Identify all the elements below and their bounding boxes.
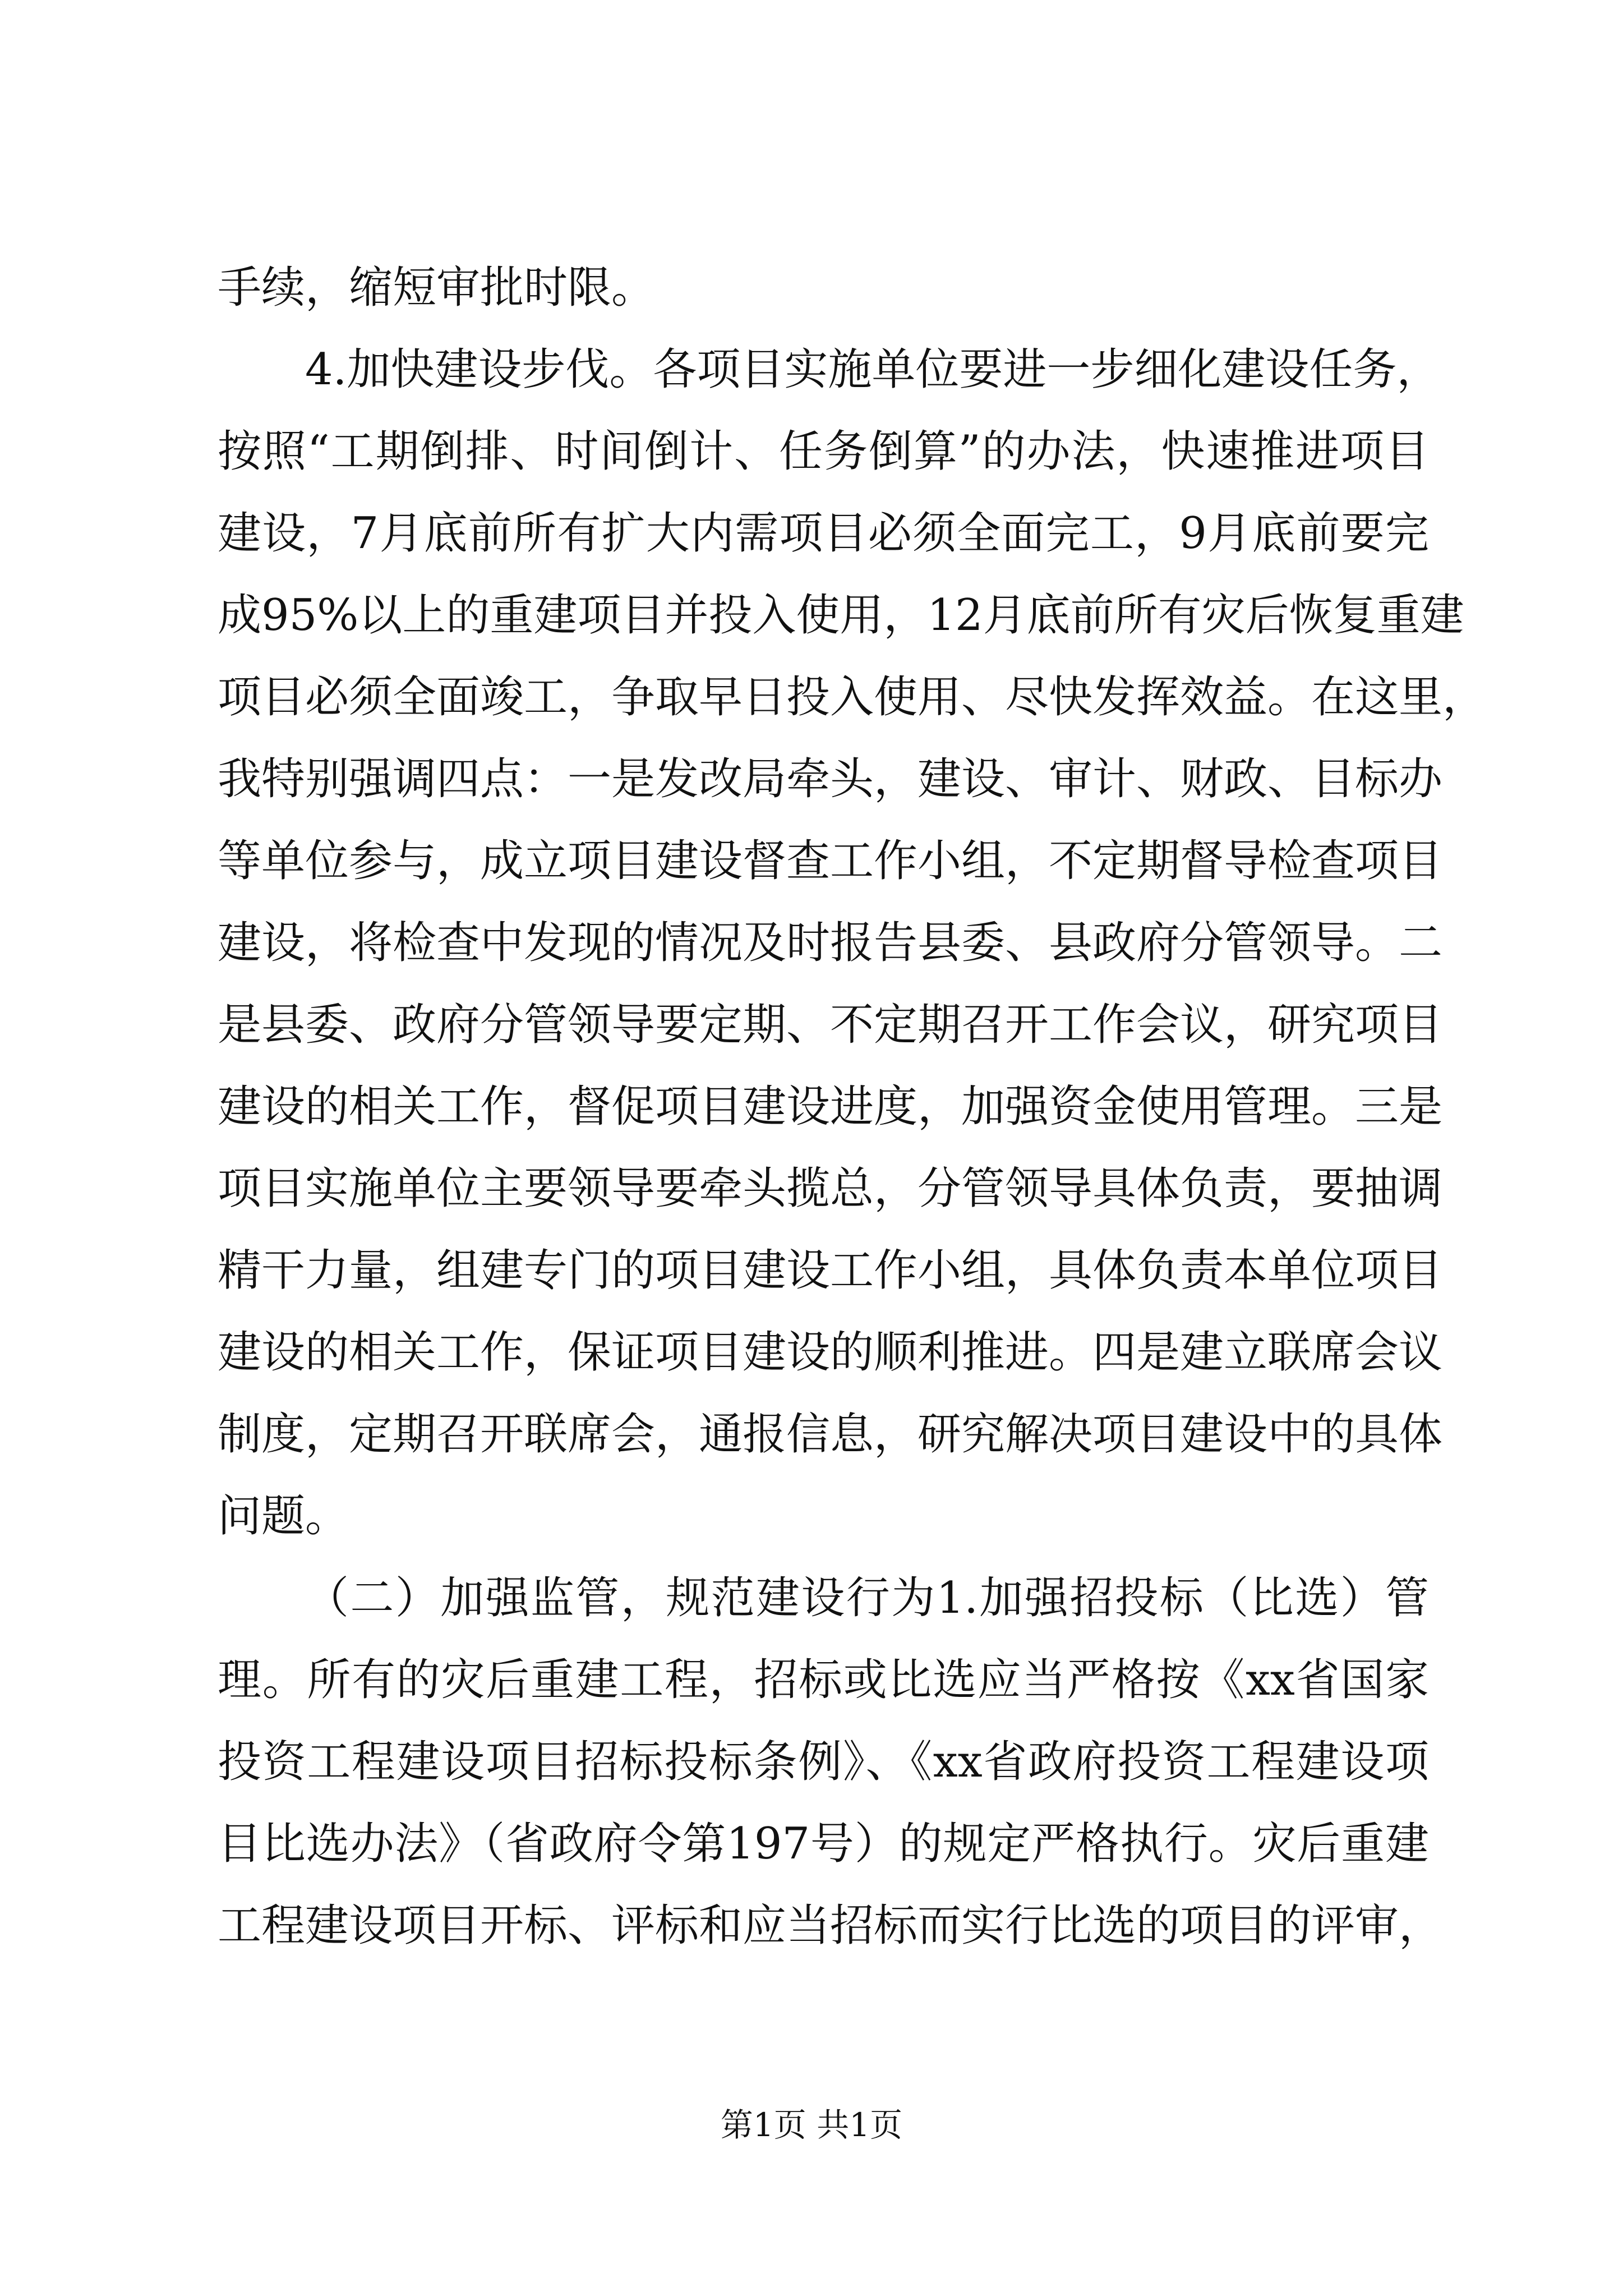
- text-line: 建设，将检查中发现的情况及时报告县委、县政府分管领导。二: [218, 918, 1443, 968]
- text-line: 4.加快建设步伐。各项目实施单位要进一步细化建设任务，: [305, 344, 1441, 395]
- text-line: 建设的相关工作，督促项目建设进度，加强资金使用管理。三是: [218, 1082, 1443, 1132]
- text-line: 目比选办法》（省政府令第197号）的规定严格执行。灾后重建: [218, 1819, 1429, 1869]
- text-line: 建设的相关工作，保证项目建设的顺利推进。四是建立联席会议: [218, 1327, 1443, 1378]
- text-line: 我特别强调四点：一是发改局牵头，建设、审计、财政、目标办: [218, 754, 1443, 804]
- text-line: 投资工程建设项目招标投标条例》、《xx省政府投资工程建设项: [218, 1737, 1429, 1787]
- text-line: 是县委、政府分管领导要定期、不定期召开工作会议，研究项目: [218, 1000, 1443, 1050]
- text-line: （二）加强监管，规范建设行为1.加强招投标（比选）管: [305, 1573, 1429, 1623]
- text-line: 等单位参与，成立项目建设督查工作小组，不定期督导检查项目: [218, 836, 1443, 886]
- page-number-footer: 第1页 共1页: [720, 2106, 903, 2144]
- text-line: 工程建设项目开标、评标和应当招标而实行比选的项目的评审，: [218, 1901, 1443, 1951]
- text-line: 理。所有的灾后重建工程，招标或比选应当严格按《xx省国家: [218, 1655, 1429, 1705]
- text-line: 成95%以上的重建项目并投入使用，12月底前所有灾后恢复重建: [218, 590, 1464, 641]
- text-line: 制度，定期召开联席会，通报信息，研究解决项目建设中的具体: [218, 1409, 1443, 1460]
- text-line: 项目实施单位主要领导要牵头揽总，分管领导具体负责，要抽调: [218, 1163, 1443, 1214]
- text-line: 按照“工期倒排、时间倒计、任务倒算”的办法，快速推进项目: [218, 426, 1429, 477]
- text-line: 问题。: [218, 1491, 349, 1542]
- text-line: 精干力量，组建专门的项目建设工作小组，具体负责本单位项目: [218, 1245, 1443, 1296]
- text-line: 项目必须全面竣工，争取早日投入使用、尽快发挥效益。在这里，: [218, 672, 1487, 723]
- text-line: 手续，缩短审批时限。: [218, 263, 656, 313]
- body-text: [218, 247, 1487, 1967]
- text-line: 建设，7月底前所有扩大内需项目必须全面完工，9月底前要完: [218, 508, 1429, 559]
